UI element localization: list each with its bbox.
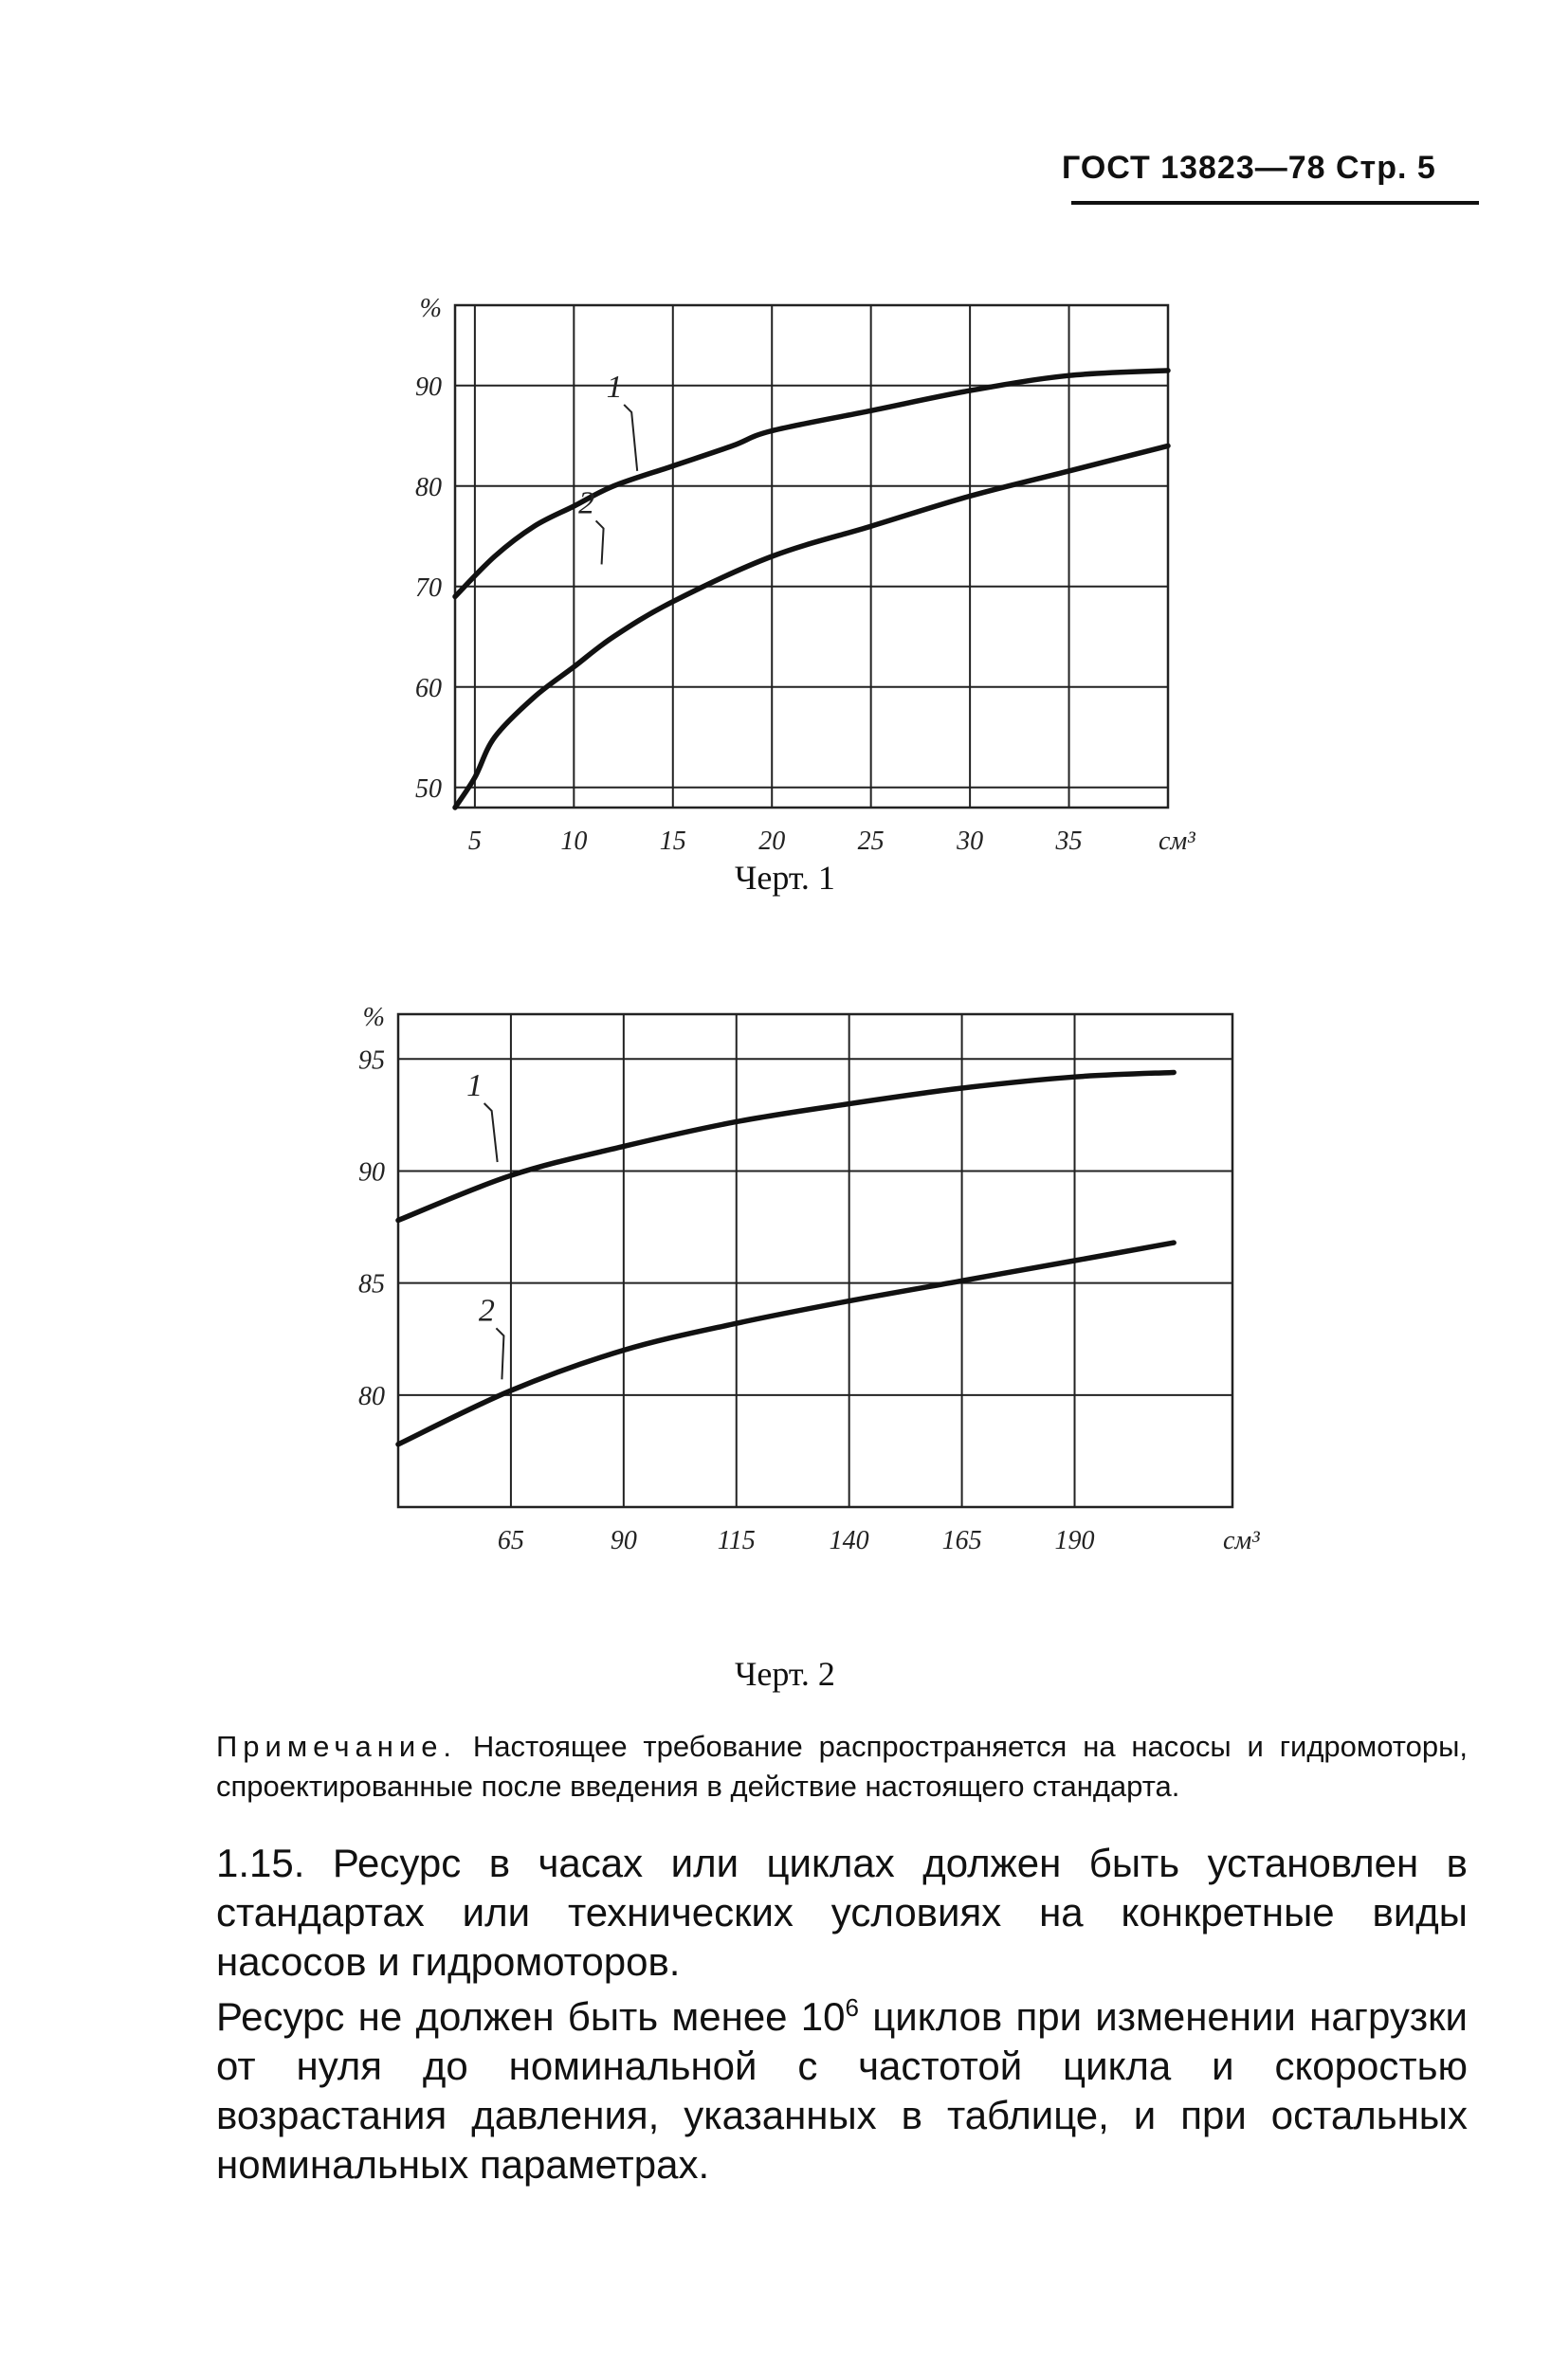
chart-1-x-tick-label: 15	[659, 827, 686, 856]
chart-2-series-1-line	[398, 1072, 1174, 1220]
chart-1-x-tick-label: 30	[957, 827, 984, 856]
chart-1-frame	[455, 305, 1168, 808]
chart-1-x-tick-label: 25	[857, 827, 885, 856]
paragraph-resource-exponent: 6	[845, 1993, 859, 2022]
chart-2-series-2-label: 2	[478, 1293, 495, 1329]
chart-2-x-tick-label: 165	[941, 1526, 982, 1555]
chart-1-series-2-label: 2	[578, 485, 595, 521]
chart-1-y-unit: %	[419, 294, 442, 323]
chart-2-series-2-leader	[496, 1328, 503, 1379]
note-lead: Примечание.	[216, 1730, 458, 1763]
chart-2	[0, 986, 1551, 1602]
chart-2-series-2-line	[398, 1243, 1174, 1444]
note	[216, 1727, 1468, 1807]
paragraph-resource-start: Ресурс не должен быть менее 10	[216, 1994, 846, 2039]
chart-1	[0, 284, 1551, 872]
paragraph-resource	[216, 1992, 1468, 2189]
chart-2-y-tick-label: 85	[358, 1269, 385, 1299]
chart-1-x-tick-label: 5	[467, 827, 482, 856]
note-text: Настоящее требование распространяется на насосы и гидромоторы, спроектированные после введения в действие настоящего стандарта.	[216, 1730, 1468, 1803]
chart-2-y-tick-label: 80	[358, 1381, 385, 1411]
chart-1-x-tick-label: 35	[1055, 827, 1083, 856]
chart-2-series-1-leader	[484, 1103, 498, 1162]
chart-1-y-tick-label: 60	[415, 673, 442, 703]
chart-1-series-1-leader	[624, 405, 637, 471]
chart-1-y-tick-label: 50	[415, 773, 442, 804]
chart-1-series-2-line	[455, 445, 1168, 808]
chart-2-x-tick-label: 90	[610, 1526, 637, 1555]
page-header: ГОСТ 13823—78 Стр. 5	[1062, 150, 1436, 186]
chart-2-x-tick-label: 115	[717, 1526, 756, 1555]
chart-1-y-tick-label: 90	[415, 372, 442, 402]
chart-1-series-2-leader	[596, 520, 604, 564]
header-rule	[1071, 201, 1479, 205]
chart-2-y-tick-label: 90	[358, 1157, 385, 1188]
chart-1-x-unit: см³	[1159, 827, 1195, 856]
chart-2-x-tick-label: 65	[497, 1526, 524, 1555]
paragraph-resource-end: циклов при изменении нагрузки от нуля до номинальной с частотой цикла и скоростью возрастания давления, указанных в таблице, и при остальных номинальных параметрах.	[216, 1994, 1468, 2187]
chart-1-caption: Черт. 1	[735, 859, 835, 897]
chart-2-caption: Черт. 2	[735, 1655, 835, 1693]
chart-1-x-tick-label: 20	[758, 827, 786, 856]
chart-1-y-tick-label: 80	[415, 472, 442, 502]
chart-2-x-tick-label: 190	[1054, 1526, 1095, 1555]
chart-1-series-1-line	[455, 371, 1168, 597]
chart-1-y-tick-label: 70	[415, 572, 442, 603]
chart-1-x-tick-label: 10	[560, 827, 588, 856]
chart-2-x-unit: см³	[1223, 1526, 1260, 1555]
chart-1-series-1-label: 1	[606, 369, 623, 405]
paragraph-1-15: 1.15. Ресурс в часах или циклах должен быть установлен в стандартах или технических условиях на конкретные виды насосов и гидромоторов.	[216, 1841, 1468, 1984]
chart-2-frame	[398, 1014, 1232, 1507]
chart-2-y-unit: %	[362, 1003, 385, 1032]
chart-2-x-tick-label: 140	[829, 1526, 869, 1555]
chart-2-y-tick-label: 95	[358, 1045, 385, 1076]
chart-2-series-1-label: 1	[466, 1068, 484, 1103]
